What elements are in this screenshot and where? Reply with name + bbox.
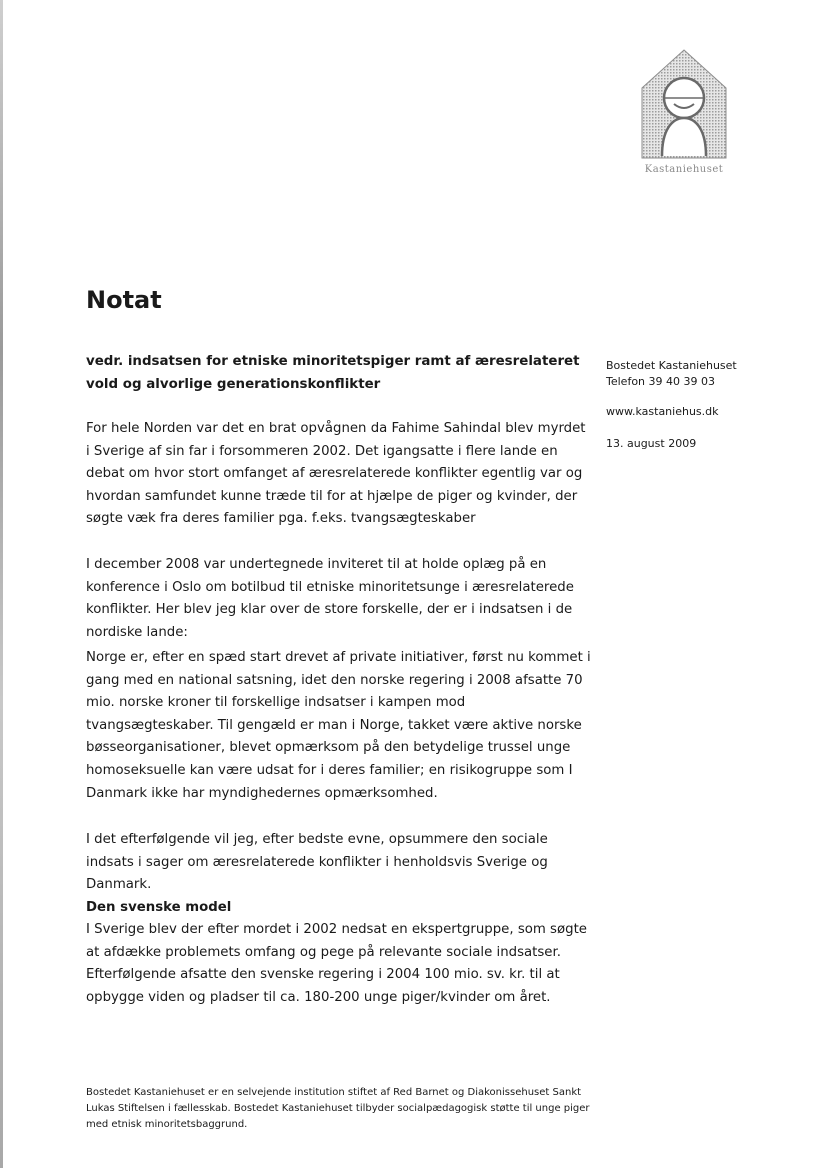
section-heading: Den svenske model [86, 900, 232, 915]
logo-wordmark: Kastaniehuset [644, 164, 724, 175]
paragraph-3: Norge er, efter en spæd start drevet af private initiativer, først nu kommet i gang med en national satsning, idet den norske regering i 2008 afsatte 70 mio. norske kroner til forskellige indsatser i kampen mod tvangsægteskaber. Til gengæld er man i Norge, takket være aktive norske bøsseorganisationer, blevet opmærksom på den betydelige trussel unge homoseksuelle kan være udsat for i deres familier; en risikogruppe som I Danmark ikke har myndighedernes opmærksomhed. [86, 650, 591, 801]
paragraph-5: I Sverige blev der efter mordet i 2002 nedsat en ekspertgruppe, som søgte at afdække problemets omfang og pege på relevante sociale indsatser. Efterfølgende afsatte den svenske regering i 2004 100 mio. sv. kr. til at opbygge viden og pladser til ca. 180-200 unge piger/kvinder om året. [86, 922, 587, 1005]
kastaniehuset-logo [640, 48, 728, 178]
document-date: 13. august 2009 [606, 437, 697, 450]
paragraph-1: For hele Norden var det en brat opvågnen da Fahime Sahindal blev myrdet i Sverige af sin far i forsommeren 2002. Det igangsatte i flere lande en debat om hvor stort omfanget af æresrelaterede konflikter egentlig var og hvordan samfundet kunne træde til for at hjælpe de piger og kvinder, der søgte væk fra deres familier pga. f.eks. tvangsægteskaber [86, 421, 586, 527]
scan-edge [0, 0, 3, 1168]
sender-org: Bostedet Kastaniehuset [606, 359, 737, 372]
sender-phone: Telefon 39 40 39 03 [606, 375, 715, 388]
document-subject: vedr. indsatsen for etniske minoritetspiger ramt af æresrelateret vold og alvorlige generationskonflikter [86, 354, 580, 392]
sender-info [606, 358, 737, 390]
footer-text: Bostedet Kastaniehuset er en selvejende institution stiftet af Red Barnet og Diakonissehuset Sankt Lukas Stiftelsen i fællesskab. Bostedet Kastaniehuset tilbyder socialpædagogisk støtte til unge piger med etnisk minoritetsbaggrund. [86, 1087, 590, 1130]
paragraph-2: I december 2008 var undertegnede inviteret til at holde oplæg på en konference i Oslo om botilbud til etniske minoritetsunge i æresrelaterede konflikter. Her blev jeg klar over de store forskelle, der er i indsatsen i de nordiske lande: [86, 557, 574, 640]
house-logo-icon [640, 48, 728, 160]
document-title: Notat [86, 286, 162, 314]
paragraph-4: I det efterfølgende vil jeg, efter bedste evne, opsummere den sociale indsats i sager om æresrelaterede konflikter i henholdsvis Sverige og Danmark. [86, 832, 548, 893]
sender-website: www.kastaniehus.dk [606, 405, 719, 418]
